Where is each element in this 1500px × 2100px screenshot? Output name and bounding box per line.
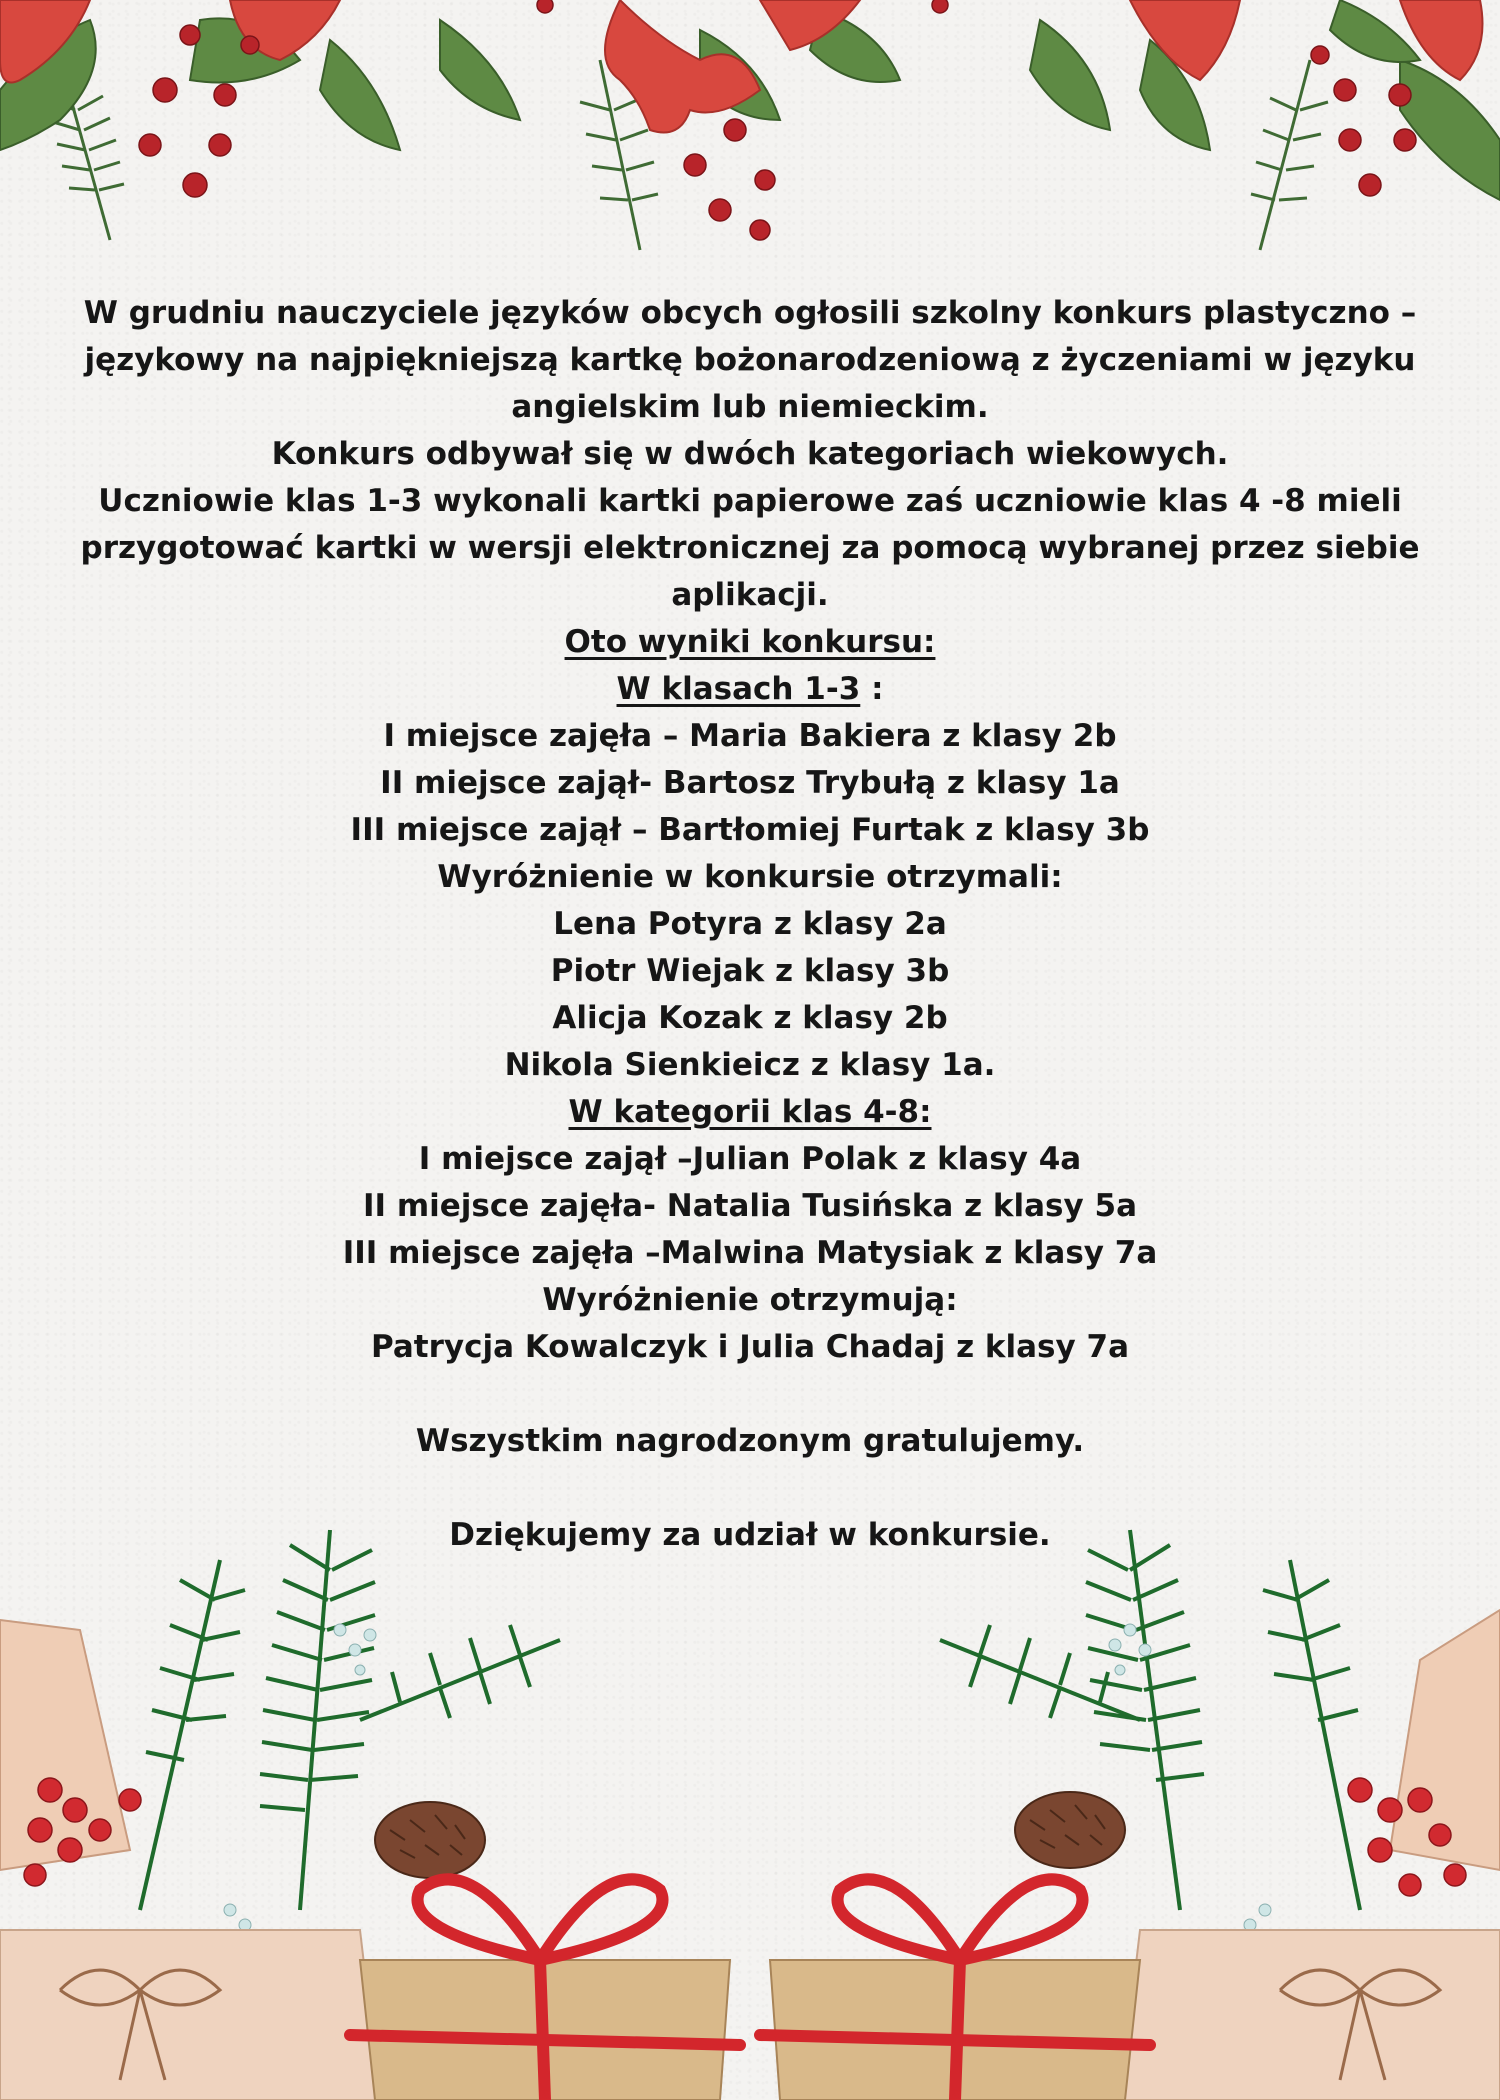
pine-branch-icon <box>140 1530 1360 1910</box>
top-garland <box>0 0 1500 300</box>
bottom-decoration <box>0 1490 1500 2100</box>
honorable-entry: Alicja Kozak z klasy 2b <box>552 1000 948 1036</box>
spacer <box>60 1371 1440 1418</box>
results-heading: Oto wyniki konkursu: <box>564 624 936 660</box>
intro-line: Uczniowie klas 1-3 wykonali kartki papierowe zaś uczniowie klas 4 -8 mieli <box>98 483 1402 519</box>
gift-box-icon <box>360 1960 1140 2100</box>
intro-line: angielskim lub niemieckim. <box>511 389 989 425</box>
place-entry: I miejsce zajął –Julian Polak z klasy 4a <box>418 1141 1082 1177</box>
heading-suffix: : <box>860 671 884 707</box>
announcement-text <box>60 290 1440 1559</box>
place-entry: III miejsce zajął – Bartłomiej Furtak z klasy 3b <box>350 812 1150 848</box>
category-4-8-heading: W kategorii klas 4-8: <box>568 1094 932 1130</box>
intro-line: aplikacji. <box>671 577 829 613</box>
berry-icon <box>224 1624 1271 1931</box>
berry-icon <box>24 1778 1466 1896</box>
place-entry: II miejsce zajął- Bartosz Trybułą z klasy 1a <box>380 765 1120 801</box>
place-entry: II miejsce zajęła- Natalia Tusińska z klasy 5a <box>362 1188 1138 1224</box>
place-entry: III miejsce zajęła –Malwina Matysiak z klasy 7a <box>342 1235 1158 1271</box>
intro-line: W grudniu nauczyciele języków obcych ogłosili szkolny konkurs plastyczno – <box>83 295 1417 331</box>
gift-box-icon <box>0 1930 1500 2100</box>
honorable-entry: Lena Potyra z klasy 2a <box>553 906 947 942</box>
honorable-entry: Patrycja Kowalczyk i Julia Chadaj z klasy 7a <box>370 1329 1130 1365</box>
category-1-3-heading-row <box>60 666 1440 713</box>
intro-line: językowy na najpiękniejszą kartkę bożonarodzeniową z życzeniami w języku <box>84 342 1416 378</box>
place-entry: I miejsce zajęła – Maria Bakiera z klasy 2b <box>383 718 1117 754</box>
honorable-heading: Wyróżnienie w konkursie otrzymali: <box>437 859 1063 895</box>
intro-line: Konkurs odbywał się w dwóch kategoriach wiekowych. <box>271 436 1229 472</box>
congrats-text: Wszystkim nagrodzonym gratulujemy. <box>415 1423 1085 1459</box>
category-1-3-heading: W klasach 1-3 <box>616 671 861 707</box>
envelope-icon <box>0 1610 1500 1870</box>
honorable-entry: Piotr Wiejak z klasy 3b <box>550 953 950 989</box>
pinecone-icon <box>375 1792 1125 1878</box>
thanks-text: Dziękujemy za udział w konkursie. <box>449 1517 1051 1553</box>
honorable-heading: Wyróżnienie otrzymują: <box>542 1282 958 1318</box>
honorable-entry: Nikola Sienkieicz z klasy 1a. <box>504 1047 996 1083</box>
intro-line: przygotować kartki w wersji elektronicznej za pomocą wybranej przez siebie <box>80 530 1420 566</box>
